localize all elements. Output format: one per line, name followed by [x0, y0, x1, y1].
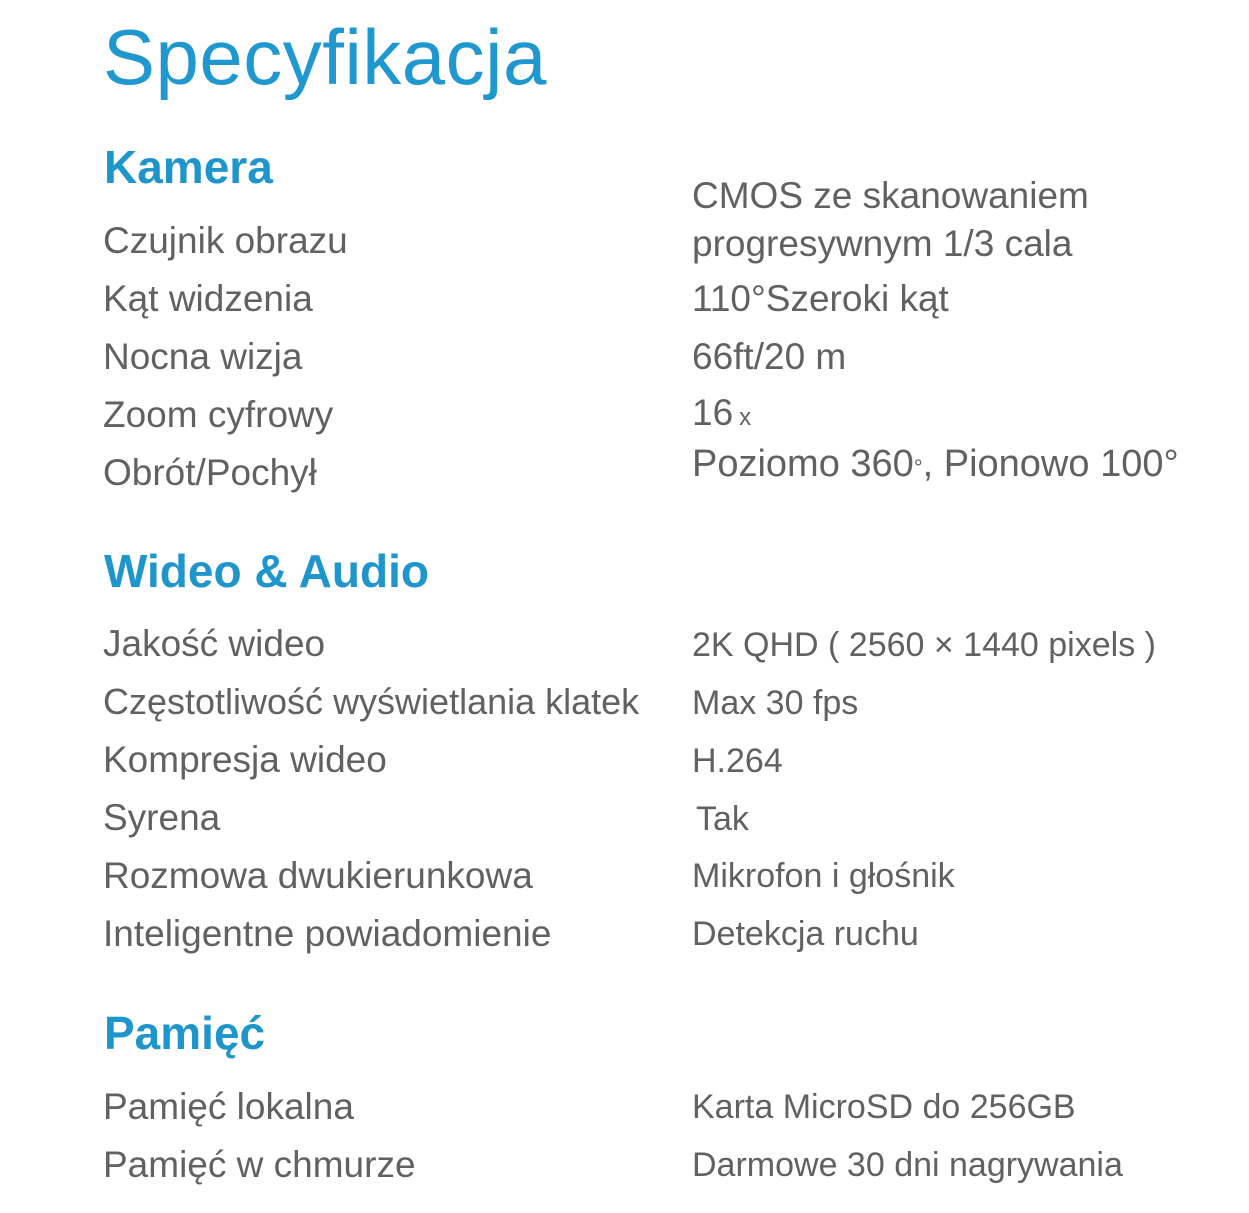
- spec-value-frame-rate: Max 30 fps: [692, 684, 859, 722]
- spec-value-cloud-storage: Darmowe 30 dni nagrywania: [692, 1146, 1123, 1184]
- spec-label-frame-rate: Częstotliwość wyświetlania klatek: [103, 681, 640, 722]
- pan-degree: °: [913, 455, 923, 480]
- spec-label-two-way-talk: Rozmowa dwukierunkowa: [103, 855, 533, 896]
- zoom-unit: x: [739, 404, 752, 431]
- section-heading-storage: Pamięć: [104, 1007, 266, 1059]
- spec-label-siren: Syrena: [103, 797, 221, 838]
- spec-value-pan-tilt: [692, 442, 1179, 486]
- spec-value-digital-zoom: [692, 391, 751, 440]
- spec-value-local-storage: Karta MicroSD do 256GB: [692, 1088, 1076, 1126]
- spec-value-viewing-angle: 110°Szeroki kąt: [692, 278, 949, 319]
- section-heading-camera: Kamera: [104, 141, 273, 193]
- spec-label-viewing-angle: Kąt widzenia: [103, 278, 313, 319]
- spec-label-image-sensor: Czujnik obrazu: [103, 220, 348, 261]
- spec-value-two-way-talk: Mikrofon i głośnik: [692, 857, 955, 895]
- page-title: Specyfikacja: [103, 13, 547, 101]
- pan-value: Poziomo 360: [692, 443, 914, 485]
- spec-label-pan-tilt: Obrót/Pochył: [103, 452, 317, 493]
- spec-label-video-quality: Jakość wideo: [103, 623, 326, 664]
- section-heading-video-audio: Wideo & Audio: [104, 545, 429, 597]
- spec-value-video-quality: 2K QHD ( 2560 × 1440 pixels ): [692, 626, 1156, 664]
- spec-value-video-compression: H.264: [692, 742, 783, 780]
- spec-label-night-vision: Nocna wizja: [103, 336, 303, 377]
- spec-value-siren: Tak: [696, 800, 749, 838]
- tilt-value: , Pionowo 100°: [922, 443, 1179, 485]
- spec-label-cloud-storage: Pamięć w chmurze: [103, 1144, 416, 1185]
- zoom-value: 16: [692, 392, 734, 433]
- spec-label-smart-notification: Inteligentne powiadomienie: [103, 913, 552, 954]
- spec-value-image-sensor: CMOS ze skanowaniem progresywnym 1/3 cala: [692, 175, 1089, 264]
- spec-label-video-compression: Kompresja wideo: [103, 739, 387, 780]
- spec-value-night-vision: 66ft/20 m: [692, 336, 847, 377]
- spec-label-local-storage: Pamięć lokalna: [103, 1086, 354, 1127]
- spec-label-digital-zoom: Zoom cyfrowy: [103, 394, 334, 435]
- spec-value-smart-notification: Detekcja ruchu: [692, 915, 919, 953]
